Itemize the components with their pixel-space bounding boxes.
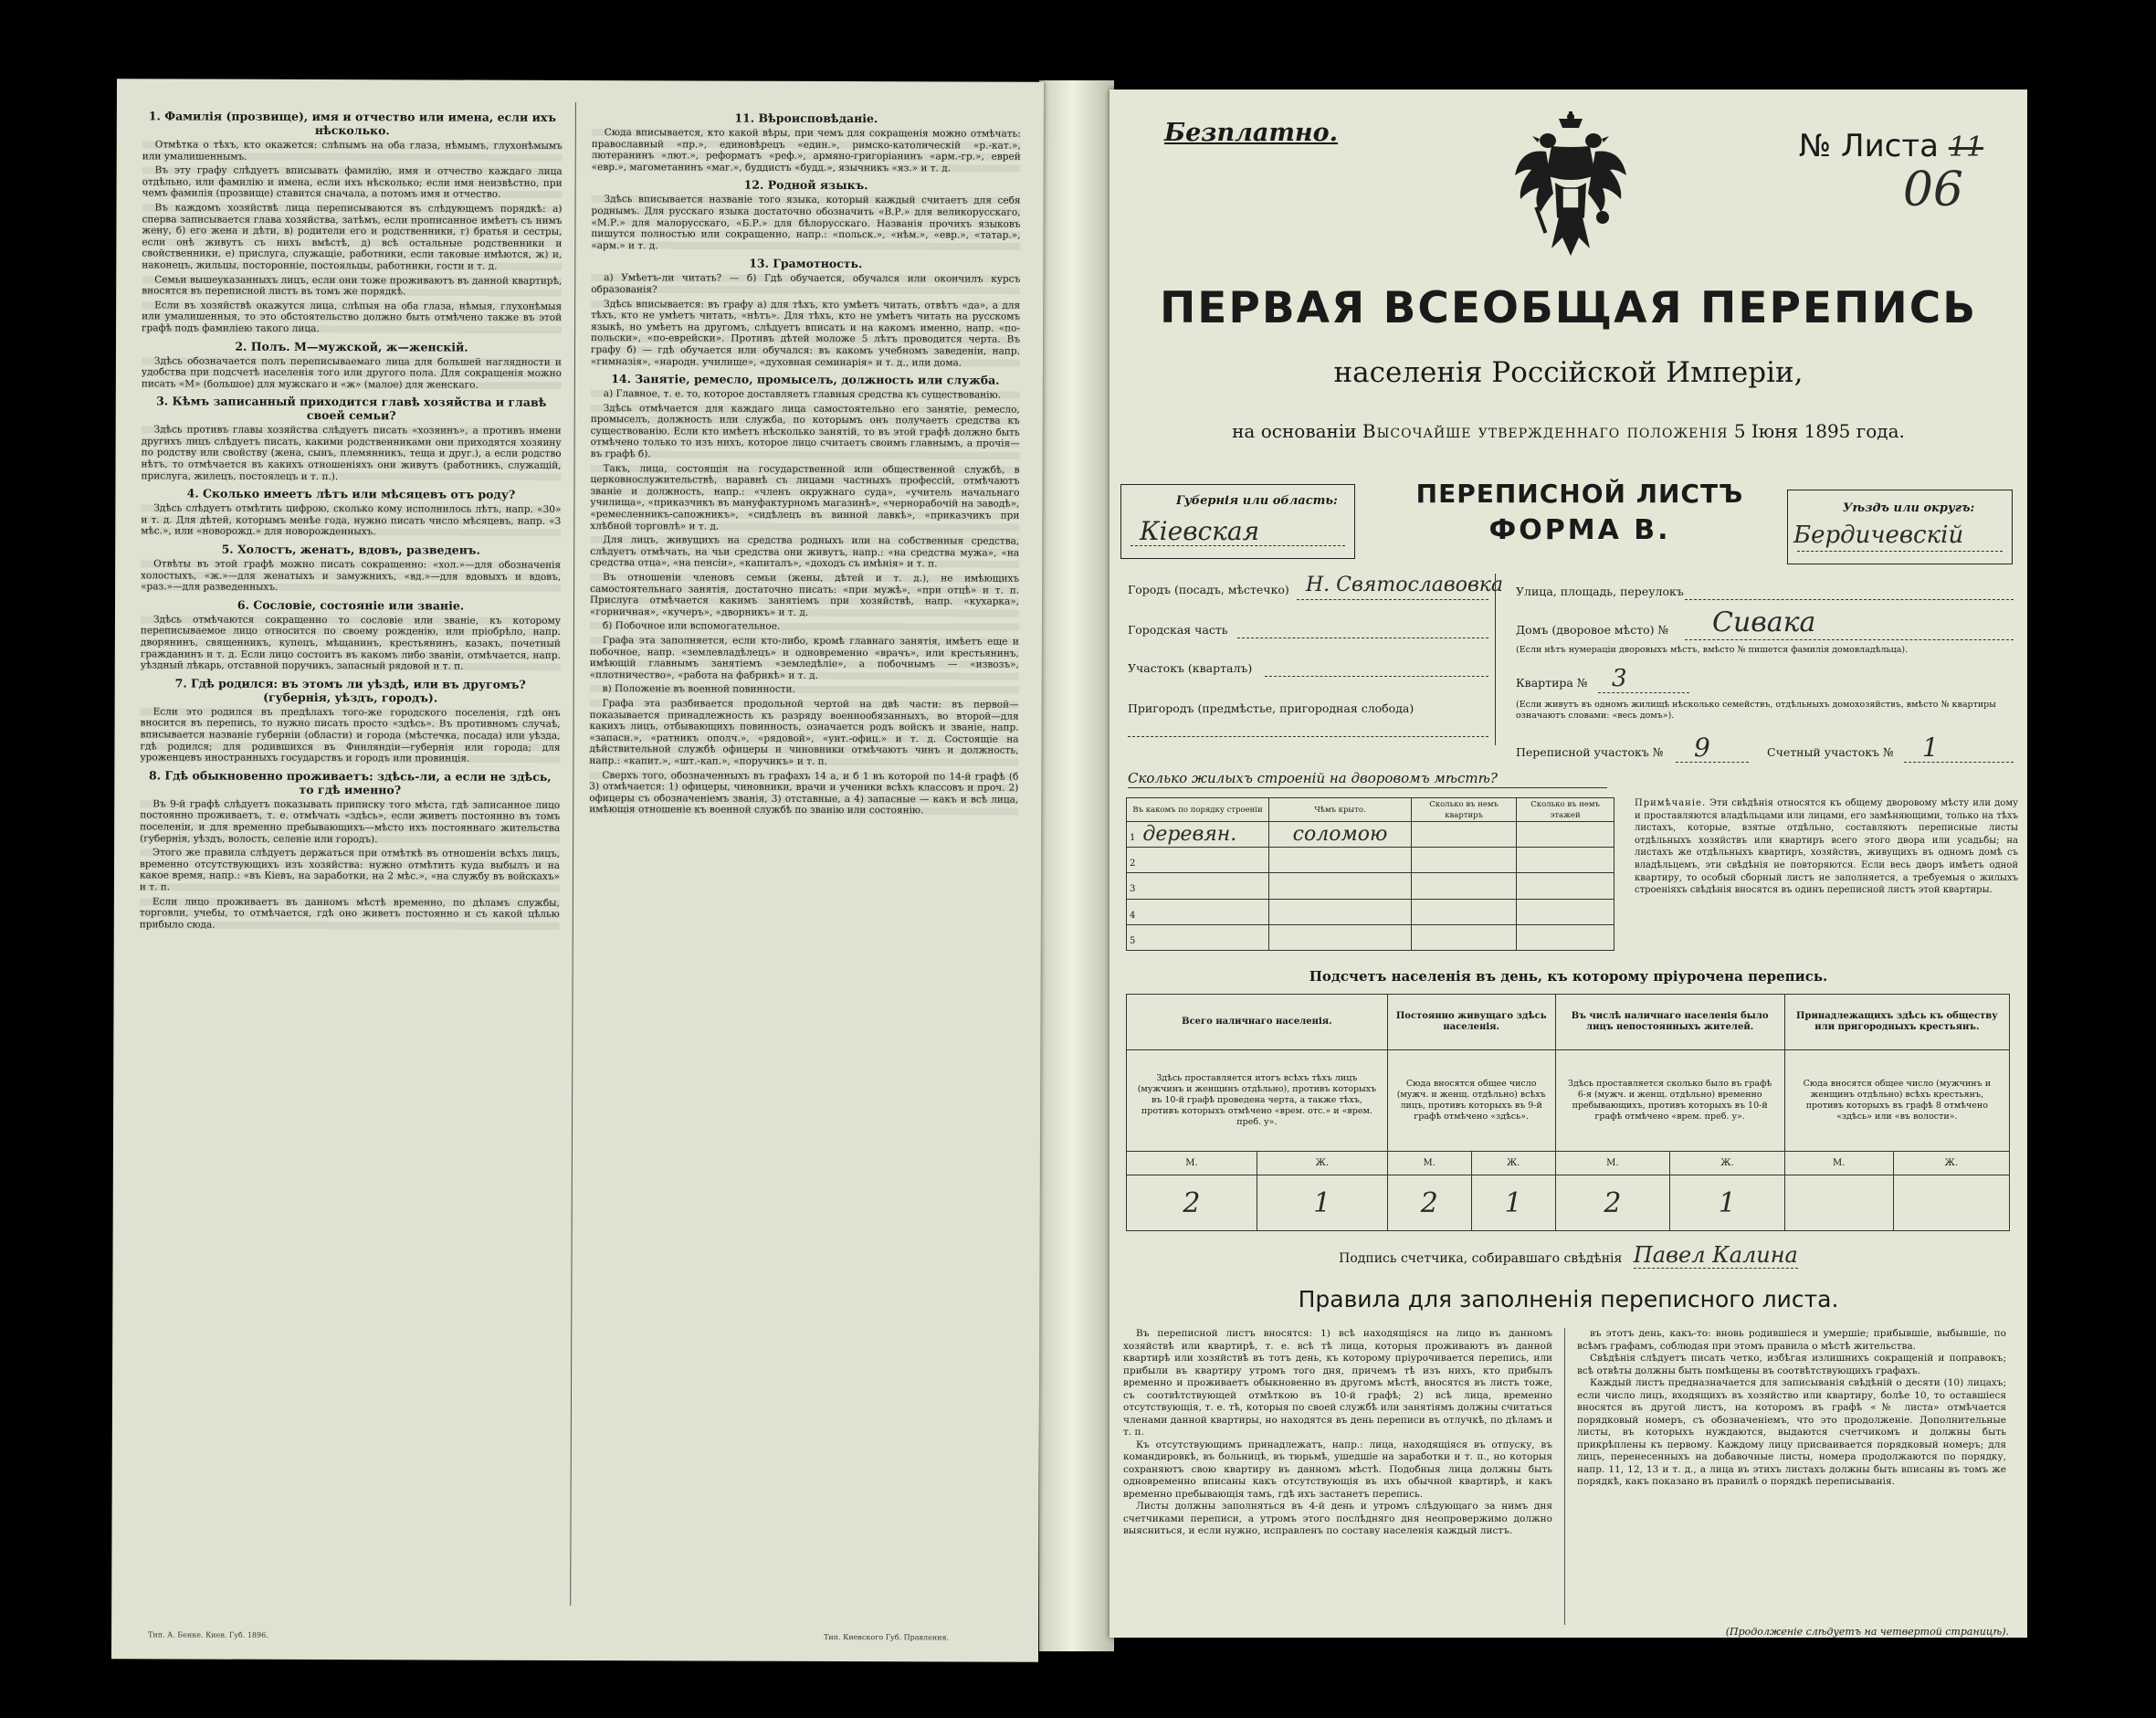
- buildings-roof: соломою: [1269, 822, 1412, 848]
- section-paragraph: Здѣсь вписывается названіе того языка, который каждый считаетъ для себя роднымъ. Для русскаго языка достаточно обозначить «В.Р.» для великорусскаго, «М.Р.» для малорусскаго, «Б.Р.» для бѣлорусскаго. Названія прочихъ языковъ пишутся полностью или сокращенно, напр.: «польск.», «нѣм.», «евр.», «татар.», «арм.» и т. д.: [591, 194, 1021, 252]
- buildings-roof: [1269, 924, 1412, 950]
- section-paragraph: Здѣсь отмѣчаются сокращенно то сословіе или званіе, къ которому переписываемое лицо относится по своему рожденію, или пріобрѣло, напр. дворянинъ, священникъ, купецъ, мѣщанинъ, крестьянинъ, казакъ, почетный гражданинъ и т. д. Если лицо состоитъ въ какомъ либо званіи, отмѣчается, напр. уѣздный лѣкарь, отставной поручикъ, запасный рядовой и т. п.: [140, 614, 561, 672]
- female-header: Ж.: [1257, 1151, 1387, 1175]
- left-page: [111, 79, 1044, 1662]
- section-paragraph: а) Главное, т. е. то, которое доставляетъ главныя средства къ существованію.: [591, 388, 1020, 401]
- uezd-box: [1787, 490, 2013, 564]
- section-heading: 1. Фамилія (прозвище), имя и отчество или имена, если ихъ нѣсколько.: [148, 109, 556, 138]
- signature-line: [1110, 1242, 2027, 1268]
- rules-continued-note: (Продолженіе слѣдуетъ на четвертой страницѣ).: [1725, 1626, 2009, 1638]
- buildings-row-number: 3: [1130, 884, 1136, 895]
- district-label: Участокъ (кварталъ): [1128, 661, 1253, 675]
- uezd-value: Бердичевскій: [1793, 522, 1964, 549]
- count-district-label: Счетный участокъ №: [1767, 745, 1894, 759]
- sheet-number-label: № Листа: [1798, 128, 1939, 164]
- female-count: 1: [1471, 1175, 1555, 1231]
- buildings-note: [1635, 797, 2018, 897]
- uezd-label: Уѣздъ или округъ:: [1843, 501, 1975, 515]
- section-paragraph: Здѣсь слѣдуетъ отмѣтить цифрою, сколько кому исполнилось лѣтъ, напр. «30» и т. д. Для дѣтей, которымъ менѣе года, нужно писать число мѣсяцевъ, напр. «3 мѣс.», или «новорожд.» для новорожденныхъ.: [141, 502, 562, 538]
- left-page-column-2: [586, 106, 1021, 1607]
- right-page-census-form: [1110, 90, 2027, 1638]
- section-heading: 4. Сколько имеетъ лѣтъ или мѣсяцевъ отъ роду?: [186, 486, 516, 502]
- census-district-value: 9: [1694, 733, 1710, 763]
- legal-basis: [1110, 420, 2027, 442]
- section-paragraph: Здѣсь противъ главы хозяйства слѣдуетъ писать «хозяинъ», а противъ имени другихъ лицъ слѣдуетъ писать, какими родственниками они приходятся хозяину по родству или свойству (жена, сынъ, племянникъ, теща и друг.), а если родство нѣтъ, то отмѣчается въ какихъ отношеніяхъ они живутъ (работникъ, служащій, прислуга, жилецъ, постоялецъ и т. п.).: [141, 424, 562, 482]
- buildings-row: [1127, 899, 1614, 924]
- female-count: 1: [1670, 1175, 1785, 1231]
- buildings-material: деревян.: [1142, 823, 1237, 847]
- signature-value: Павел Калина: [1633, 1242, 1798, 1268]
- buildings-empty-cell: [1412, 822, 1517, 848]
- city-part-label: Городская часть: [1128, 623, 1228, 637]
- population-summary-table: [1126, 994, 2010, 1231]
- section-heading: 12. Родной языкъ.: [743, 178, 868, 193]
- section-paragraph: Такъ, лица, состоящія на государственной или общественной службѣ, в церковнослужительствѣ, наравнѣ съ лицами частныхъ профессій, отмѣчаютъ званіе и должность, напр.: «членъ окружнаго суда», «учитель начальнаго училища», «приказчикъ въ мануфактурномъ магазинѣ», «чернорабочій на заводѣ», «ремесленникъ-сапожникъ», «сидѣлецъ въ винной лавкѣ», «приказчикъ при хлѣбной торговлѣ» и т. д.: [590, 462, 1020, 532]
- rule-paragraph: Въ переписной листъ вносятся: 1) всѣ находящіяся на лицо въ данномъ хозяйствѣ или квартирѣ, т. е. всѣ тѣ лица, которыя проживаютъ въ данной квартирѣ или хозяйствѣ въ тотъ день, къ которому пріурочивается перепись, или прибыли въ квартиру утромъ того дня, причемъ тѣ изъ нихъ, кто прибылъ временно и проживаетъ обыкновенно въ другомъ мѣстѣ, вносятся въ листъ тоже, съ соотвѣтствующей отмѣткою въ 10-й графѣ; 2) всѣ лица, временно отсутствующія, т. е. тѣ, которыя по своей службѣ или занятіямъ должны считаться членами данной квартиры, но находятся въ день переписи въ отлучкѣ, по дѣламъ и т. п.: [1123, 1328, 1552, 1438]
- form-type-title: [1383, 479, 1776, 546]
- female-count: [1893, 1175, 2009, 1231]
- buildings-row-number: 1: [1130, 833, 1136, 844]
- suburb-label: Пригородъ (предмѣстье, пригородная слобода): [1128, 701, 1415, 715]
- buildings-row: [1127, 873, 1614, 899]
- form-title: ПЕРВАЯ ВСЕОБЩАЯ ПЕРЕПИСЬ: [1159, 283, 1978, 333]
- section-paragraph: Графа эта разбивается продольной чертой на двѣ части: въ первой—показывается принадлежность къ разряду военнообязанныхъ, во второй—для какихъ лицъ, отбывающихъ повинность, означается родъ войскъ и званіе, напр. «запасн.», «ратникъ ополч.», «рядовой», «унт.-офиц.» и т. д. Состоящіе на дѣйствительной службѣ офицеры и чиновники отмѣчаютъ чинъ и должность, напр.: «капит.», «шт.-кап.», «поручикъ» и т. п.: [589, 698, 1019, 767]
- female-header: Ж.: [1670, 1151, 1785, 1175]
- census-district-label: Переписной участокъ №: [1516, 745, 1664, 759]
- section-paragraph: Если въ хозяйствѣ окажутся лица, слѣпыя на оба глаза, нѣмыя, глухонѣмыя или умалишенныя, то это обстоятельство должно быть отмѣчено также въ этой графѣ подъ фамиліею такого лица.: [142, 300, 563, 334]
- female-header: Ж.: [1471, 1151, 1555, 1175]
- buildings-row-number: 2: [1130, 859, 1136, 870]
- section-paragraph: Сверхъ того, обозначенныхъ въ графахъ 14 а, и б 1 въ которой по 14-й графѣ (б 3) отмѣчается: 1) офицеры, чиновники, врачи и ученики всѣхъ классовъ и проч. 2) офицеры съ обозначеніемъ званія, 3) отставные, а 4) запасные — какъ и всѣ лица, имѣющія отношеніе къ военной службѣ по званію или состоянію.: [589, 769, 1019, 817]
- section-paragraph: б) Побочное или вспомогательное.: [590, 620, 1019, 633]
- town-label: Городъ (посадъ, мѣстечко): [1128, 583, 1289, 596]
- summary-heading: Подсчетъ населенія въ день, къ которому пріурочена перепись.: [1309, 968, 1828, 985]
- buildings-roof: [1269, 848, 1412, 873]
- sheet-number: [1799, 128, 1983, 164]
- rule-paragraph: Къ отсутствующимъ принадлежатъ, напр.: лица, находящіяся въ отпуску, въ командировкѣ, въ больницѣ, въ тюрьмѣ, ушедшіе на заработки и т. п., но которыя сохраняютъ свою квартиру въ данномъ мѣстѣ. Подобныя лица должны быть одновременно вписаны какъ отсутствующія въ ихъ обычной квартирѣ, и какъ временно пребывающія тамъ, гдѣ ихъ застанетъ перепись.: [1123, 1439, 1552, 1500]
- buildings-col-apartments: Сколько въ немъ квартиръ: [1412, 798, 1517, 822]
- column-divider: [570, 102, 576, 1606]
- buildings-empty-cell: [1412, 848, 1517, 873]
- section-paragraph: Графа эта заполняется, если кто-либо, кромѣ главнаго занятія, имѣетъ еще и побочное, напр. «землевладѣлецъ» и одновременно «врачъ», или крестьянинъ, имѣющій главнымъ занятіемъ «земледѣліе», а побочнымъ — «извозъ», «плотничество», «работа на фабрикѣ» и т. д.: [589, 635, 1019, 681]
- summary-col-title: Въ числѣ наличнаго населенія было лицъ непостоянныхъ жителей.: [1555, 995, 1784, 1050]
- buildings-col-floors: Сколько въ немъ этажей: [1517, 798, 1614, 822]
- buildings-empty-cell: [1412, 899, 1517, 924]
- male-count: 2: [1127, 1175, 1257, 1231]
- section-paragraph: Въ отношеніи членовъ семьи (жены, дѣтей и т. д.), не имѣющихъ самостоятельнаго занятія, достаточно писать: «при мужѣ», «при отцѣ» и т. п. Прислуга отмѣчается какимъ занятіемъ при хозяйствѣ, напр. «кухарка», «горничная», «кучеръ», «дворникъ» и т. д.: [589, 572, 1020, 618]
- male-header: М.: [1127, 1151, 1257, 1175]
- male-header: М.: [1555, 1151, 1670, 1175]
- buildings-row-number: 4: [1130, 910, 1136, 921]
- buildings-roof: [1269, 899, 1412, 924]
- buildings-empty-cell: [1412, 873, 1517, 899]
- gubernia-box: [1120, 484, 1355, 559]
- section-paragraph: Сюда вписывается, кто какой вѣры, при чемъ для сокращенія можно отмѣчать: православный «пр.», единовѣрецъ «един.», римско-католическій «р.-кат.», лютеранинъ «лют.», реформатъ «реф.», армяно-григоріанинъ «арм.-гр.», еврей «евр.», магометанинъ «маг.», буддистъ «будд.», язычникъ «яз.» и т. д.: [591, 127, 1021, 174]
- male-header: М.: [1387, 1151, 1471, 1175]
- section-paragraph: Въ каждомъ хозяйствѣ лица переписываются въ слѣдующемъ порядкѣ: а) сперва записывается глава хозяйства, затѣмъ, если прописанное имѣетъ съ нимъ жену, б) его жена и дѣти, в) родители его и родственники, г) братья и сестры, если онѣ живутъ съ нихъ вмѣстѣ, д) всѣ остальные родственники и свойственники, е) прислуга, служащіе, работники, если таковые имѣются, ж) и, наконецъ, жильцы, посторонніе, постояльцы, работники, гости и т. д.: [142, 202, 563, 272]
- printer-footer-right: Тип. Киевского Губ. Правления.: [824, 1632, 950, 1642]
- section-paragraph: в) Положеніе въ военной повинности.: [590, 683, 1019, 696]
- section-heading: 6. Сословіе, состояніе или званіе.: [237, 597, 465, 613]
- rule-paragraph: Свѣдѣнія слѣдуетъ писать четко, избѣгая излишнихъ сокращеній и поправокъ; всѣ отвѣты должны быть помѣщены въ соотвѣтствующихъ графахъ.: [1577, 1353, 2006, 1376]
- buildings-col-order: Въ какомъ по порядку строеніи: [1127, 798, 1269, 822]
- town-value: Н. Святославовка: [1306, 574, 1504, 596]
- printer-footer-left: Тип. А. Бенке. Киев. Губ. 1896.: [148, 1630, 268, 1639]
- section-heading: 14. Занятіе, ремесло, промыселъ, должность или служба.: [611, 372, 1000, 387]
- summary-col-description: Сюда вносятся общее число (мужчинъ и женщинъ отдѣльно) всѣхъ крестьянъ, противъ которыхъ въ графѣ 8 отмѣчено «здѣсь» или «въ волости».: [1784, 1049, 2009, 1151]
- double-headed-eagle-emblem: [1511, 111, 1630, 262]
- buildings-empty-cell: [1412, 924, 1517, 950]
- buildings-table: [1126, 797, 1614, 951]
- buildings-empty-cell: [1517, 899, 1614, 924]
- basis-caps: Высочайше утвержденнаго положенія: [1362, 420, 1729, 442]
- male-count: 2: [1555, 1175, 1670, 1231]
- summary-col-title: Принадлежащихъ здѣсь къ обществу или пригородныхъ крестьянъ.: [1784, 995, 2009, 1050]
- section-paragraph: Здѣсь отмѣчается для каждаго лица самостоятельно его занятіе, ремесло, промыселъ, должность или служба, по которымъ онъ получаетъ средства къ существованію. Если кто имѣетъ нѣсколько занятій, то въ этой графѣ должно быть отмѣчено только то изъ нихъ, которое лицо считаетъ своимъ главнымъ, а прочія—въ графѣ б).: [591, 403, 1020, 462]
- section-paragraph: Отмѣтка о тѣхъ, кто окажется: слѣпымъ на оба глаза, нѣмымъ, глухонѣмымъ или умалишеннымъ.: [142, 139, 563, 163]
- section-paragraph: а) Умѣетъ-ли читать? — б) Гдѣ обучается, обучался или окончилъ курсъ образованія?: [591, 272, 1021, 296]
- section-heading: 5. Холостъ, женатъ, вдовъ, разведенъ.: [221, 542, 480, 557]
- form-subtitle: населенія Россійской Имперіи,: [1333, 356, 1804, 389]
- buildings-empty-cell: [1517, 924, 1614, 950]
- section-paragraph: Отвѣты въ этой графѣ можно писать сокращенно: «хол.»—для обозначенія холостыхъ, «ж.»—для женатыхъ и замужнихъ, «вд.»—для вдовыхъ и вдовъ, «раз.»—для разведенныхъ.: [141, 558, 562, 594]
- summary-col-title: Всего наличнаго населенія.: [1127, 995, 1388, 1050]
- buildings-row: [1127, 822, 1614, 848]
- section-heading: 2. Полъ. М—мужской, ж—женскій.: [235, 339, 468, 354]
- section-paragraph: Семьи вышеуказанныхъ лицъ, если они тоже проживаютъ въ данной квартирѣ, вносятся въ переписной листъ въ томъ же порядкѣ.: [142, 273, 563, 298]
- female-header: Ж.: [1893, 1151, 2009, 1175]
- rules-column-1: [1123, 1328, 1552, 1538]
- apartment-label: Квартира №: [1516, 676, 1588, 690]
- sheet-number-struck: 11: [1948, 132, 1983, 163]
- female-count: 1: [1257, 1175, 1387, 1231]
- sheet-number-handwritten: 06: [1902, 163, 1963, 217]
- summary-col-description: Здѣсь проставляется сколько было въ графѣ 6-я (мужч. и женщ. отдѣльно) временно пребывающихъ, противъ которыхъ въ 10-й графѣ отмѣчено «врем. преб. у».: [1555, 1049, 1784, 1151]
- form-title-b: ФОРМА В.: [1488, 514, 1671, 546]
- male-count: [1784, 1175, 1893, 1231]
- section-heading: 13. Грамотность.: [749, 256, 863, 271]
- count-district-value: 1: [1922, 733, 1939, 763]
- apartment-value: 3: [1612, 665, 1627, 692]
- buildings-heading: Сколько жилыхъ строеній на дворовомъ мѣстѣ?: [1128, 770, 1498, 786]
- rule-paragraph: Листы должны заполняться въ 4-й день и утромъ слѣдующаго за нимъ дня счетчиками переписи, а утромъ этого послѣдняго дня неопровержимо должно выясниться, и если нужно, исправленъ по составу населенія каждый листъ.: [1123, 1501, 1552, 1536]
- note-title: Примѣчаніе.: [1635, 798, 1707, 808]
- basis-date: 5 Іюня 1895 года.: [1733, 420, 1905, 442]
- basis-prefix: на основаніи: [1232, 420, 1357, 442]
- section-heading: 7. Гдѣ родился: въ этомъ ли уѣздѣ, или въ другомъ? (губернія, уѣздъ, городъ).: [174, 676, 526, 705]
- buildings-row: [1127, 848, 1614, 873]
- gubernia-value: Кіевская: [1140, 516, 1260, 546]
- summary-col-description: Здѣсь проставляется итогъ всѣхъ тѣхъ лицъ (мужчинъ и женщинъ отдѣльно), противъ которыхъ въ 10-й графѣ проведена черта, а также тѣхъ, противъ которыхъ отмѣчено «врем. отс.» и «врем. преб. у».: [1127, 1049, 1388, 1151]
- section-paragraph: Въ эту графу слѣдуетъ вписывать фамилію, имя и отчество каждаго лица отдѣльно, или фамилію и имена, если ихъ нѣсколько; если имя неизвѣстно, при чемъ фамилія (прозвище) ставится сначала, а потомъ имя и отчество.: [142, 164, 563, 201]
- rule-paragraph: Каждый листъ предназначается для записыванія свѣдѣній о десяти (10) лицахъ; если число лицъ, входящихъ въ хозяйство или квартиру, болѣе 10, то оставшіеся вносятся въ другой листъ, на которомъ въ графѣ «№ листа» отмѣчается порядковый номеръ, съ обозначеніемъ, что это продолженіе. Дополнительные листы, въ которыхъ нуждаются, выдаются счетчикомъ и должны быть прикрѣплены къ первому. Каждому лицу присваивается порядковый номеръ; для лицъ, перенесенныхъ на добавочные листы, номера продолжаются по порядку, напр. 11, 12, 13 и т. д., а лица въ этихъ листахъ должны быть вписаны въ томъ же порядкѣ, какъ показано въ правилѣ о порядкѣ переписыванія.: [1577, 1377, 2006, 1487]
- free-of-charge-label: Безплатно.: [1164, 119, 1339, 147]
- house-note: (Если нѣтъ нумераціи дворовыхъ мѣстъ, вмѣсто № пишется фамилія домовладѣльца).: [1516, 645, 1909, 655]
- buildings-col-roof: Чѣмъ крыто.: [1269, 798, 1412, 822]
- street-label: Улица, площадь, переулокъ: [1516, 585, 1684, 598]
- section-heading: 3. Кѣмъ записанный приходится главѣ хозяйства и главѣ своей семьи?: [156, 394, 547, 423]
- summary-col-title: Постоянно живущаго здѣсь населенія.: [1387, 995, 1555, 1050]
- male-header: М.: [1784, 1151, 1893, 1175]
- section-heading: 8. Гдѣ обыкновенно проживаетъ: здѣсь-ли, а если не здѣсь, то гдѣ именно?: [149, 768, 552, 797]
- house-value: Сивака: [1712, 606, 1816, 638]
- apartment-note: (Если живутъ въ одномъ жилищѣ нѣсколько семействъ, отдѣльныхъ домохозяйствъ, вмѣсто № квартиры означаютъ словами: «весь домъ»).: [1516, 700, 1996, 721]
- gubernia-label: Губернія или область:: [1176, 494, 1338, 508]
- form-title-a: ПЕРЕПИСНОЙ ЛИСТЪ: [1415, 479, 1744, 509]
- buildings-empty-cell: [1517, 848, 1614, 873]
- signature-label: Подпись счетчика, собиравшаго свѣдѣнія: [1339, 1251, 1623, 1266]
- section-paragraph: Этого же правила слѣдуетъ держаться при отмѣткѣ въ отношеніи всѣхъ лицъ, временно отсутствующихъ изъ хозяйства: нужно отмѣтить куда выбылъ и на какое время, напр.: «въ Кіевъ, на заработки, на 2 мѣс.», «на службу въ войскахъ» и т. п.: [140, 847, 560, 894]
- section-paragraph: Если лицо проживаетъ въ данномъ мѣстѣ временно, по дѣламъ службы, торговли, учебы, то отмѣчается, гдѣ оно живетъ постоянно и съ какой цѣлью прибыло сюда.: [139, 895, 560, 931]
- rules-title: Правила для заполненія переписного листа.: [1298, 1286, 1839, 1312]
- book-gutter: [1039, 80, 1114, 1651]
- male-count: 2: [1387, 1175, 1471, 1231]
- buildings-empty-cell: [1517, 873, 1614, 899]
- buildings-empty-cell: [1517, 822, 1614, 848]
- house-label: Домъ (дворовое мѣсто) №: [1516, 623, 1669, 637]
- buildings-row: [1127, 924, 1614, 950]
- section-paragraph: Если это родился въ предѣлахъ того-же городского поселенія, гдѣ онъ вносится въ перепись, то нужно писать просто «здѣсь». Въ противномъ случаѣ, вписывается названіе губерніи (области) и города (мѣстечка, посада) или уѣзда, гдѣ родился; для родившихся въ Финляндіи—губернія или города; для уроженцевъ иностранныхъ государствъ и городъ или провинція.: [140, 706, 561, 764]
- section-paragraph: Въ 9-й графѣ слѣдуетъ показывать приписку того мѣста, гдѣ записанное лицо постоянно проживаетъ, т. е. отмѣчать «здѣсь», если живетъ постоянно въ томъ поселеніи, и для временно пребывающихъ—мѣсто ихъ постояннаго жительства (губернія, уѣздъ, волость, селеніе или городъ).: [140, 798, 561, 845]
- section-paragraph: Здѣсь вписывается: въ графу а) для тѣхъ, кто умѣетъ читать, отвѣтъ «да», а для тѣхъ, кто не умѣетъ читать, «нѣтъ». Для тѣхъ, кто не умѣетъ читать на русскомъ языкѣ, но умѣетъ на другомъ, слѣдуетъ вписать и на какомъ именно, напр. «по-польски», «по-еврейски». Противъ дѣтей моложе 5 лѣтъ проводится черта. Въ графу б) — гдѣ обучается или обучался: въ какомъ учебномъ заведеніи, напр. «гимназія», «народн. училище», «духовная семинарія» и т. д., или дома.: [590, 298, 1021, 368]
- buildings-row-number: 5: [1130, 935, 1136, 946]
- note-text: Эти свѣдѣнія относятся къ общему дворовому мѣсту или дому и проставляются владѣльцами или лицами, его замѣняющими, только на тѣхъ листахъ, которые, взятые отдѣльно, составляютъ переписные листы отдѣльныхъ хозяйствъ или квартиръ всего этого двора или усадьбы; на листахъ же отдѣльныхъ квартиръ, хозяйствъ, живущихъ въ одномъ домѣ съ владѣльцемъ, эти свѣдѣнія не повторяются. Если весь дворъ имѣетъ одной квартиру, то особый сборный листъ не заполняется, а требуемыя о жилыхъ строеніяхъ свѣдѣнія вносятся въ одинъ переписной листъ этой квартиры.: [1635, 798, 2018, 896]
- buildings-roof: [1269, 873, 1412, 899]
- rule-paragraph: въ этотъ день, какъ-то: вновь родившіеся и умершіе; прибывшіе, выбывшіе, по всѣмъ графамъ, соблюдая при этомъ правила о мѣстѣ жительства.: [1577, 1328, 2006, 1352]
- section-paragraph: Для лицъ, живущихъ на средства родныхъ или на собственныя средства, слѣдуетъ отмѣчать, на чьи средства они живутъ, напр.: «на средства мужа», «на средства отца», «на пенсіи», «капиталъ», «доходъ съ имѣнія» и т. п.: [590, 534, 1020, 570]
- section-heading: 11. Вѣроисповѣданіе.: [734, 111, 878, 126]
- section-paragraph: Здѣсь обозначается полъ переписываемаго лица для большей наглядности и удобства при подсчетѣ населенія того или другого пола. Для сокращенія можно писать «М» (большое) для мужскаго и «ж» (малое) для женскаго.: [141, 354, 562, 391]
- summary-col-description: Сюда вносятся общее число (мужч. и женщ. отдѣльно) всѣхъ лицъ, противъ которыхъ въ 9-й графѣ отмѣчено «здѣсь».: [1387, 1049, 1555, 1151]
- rules-column-2: [1577, 1328, 2006, 1489]
- left-page-column-1: [137, 104, 563, 1606]
